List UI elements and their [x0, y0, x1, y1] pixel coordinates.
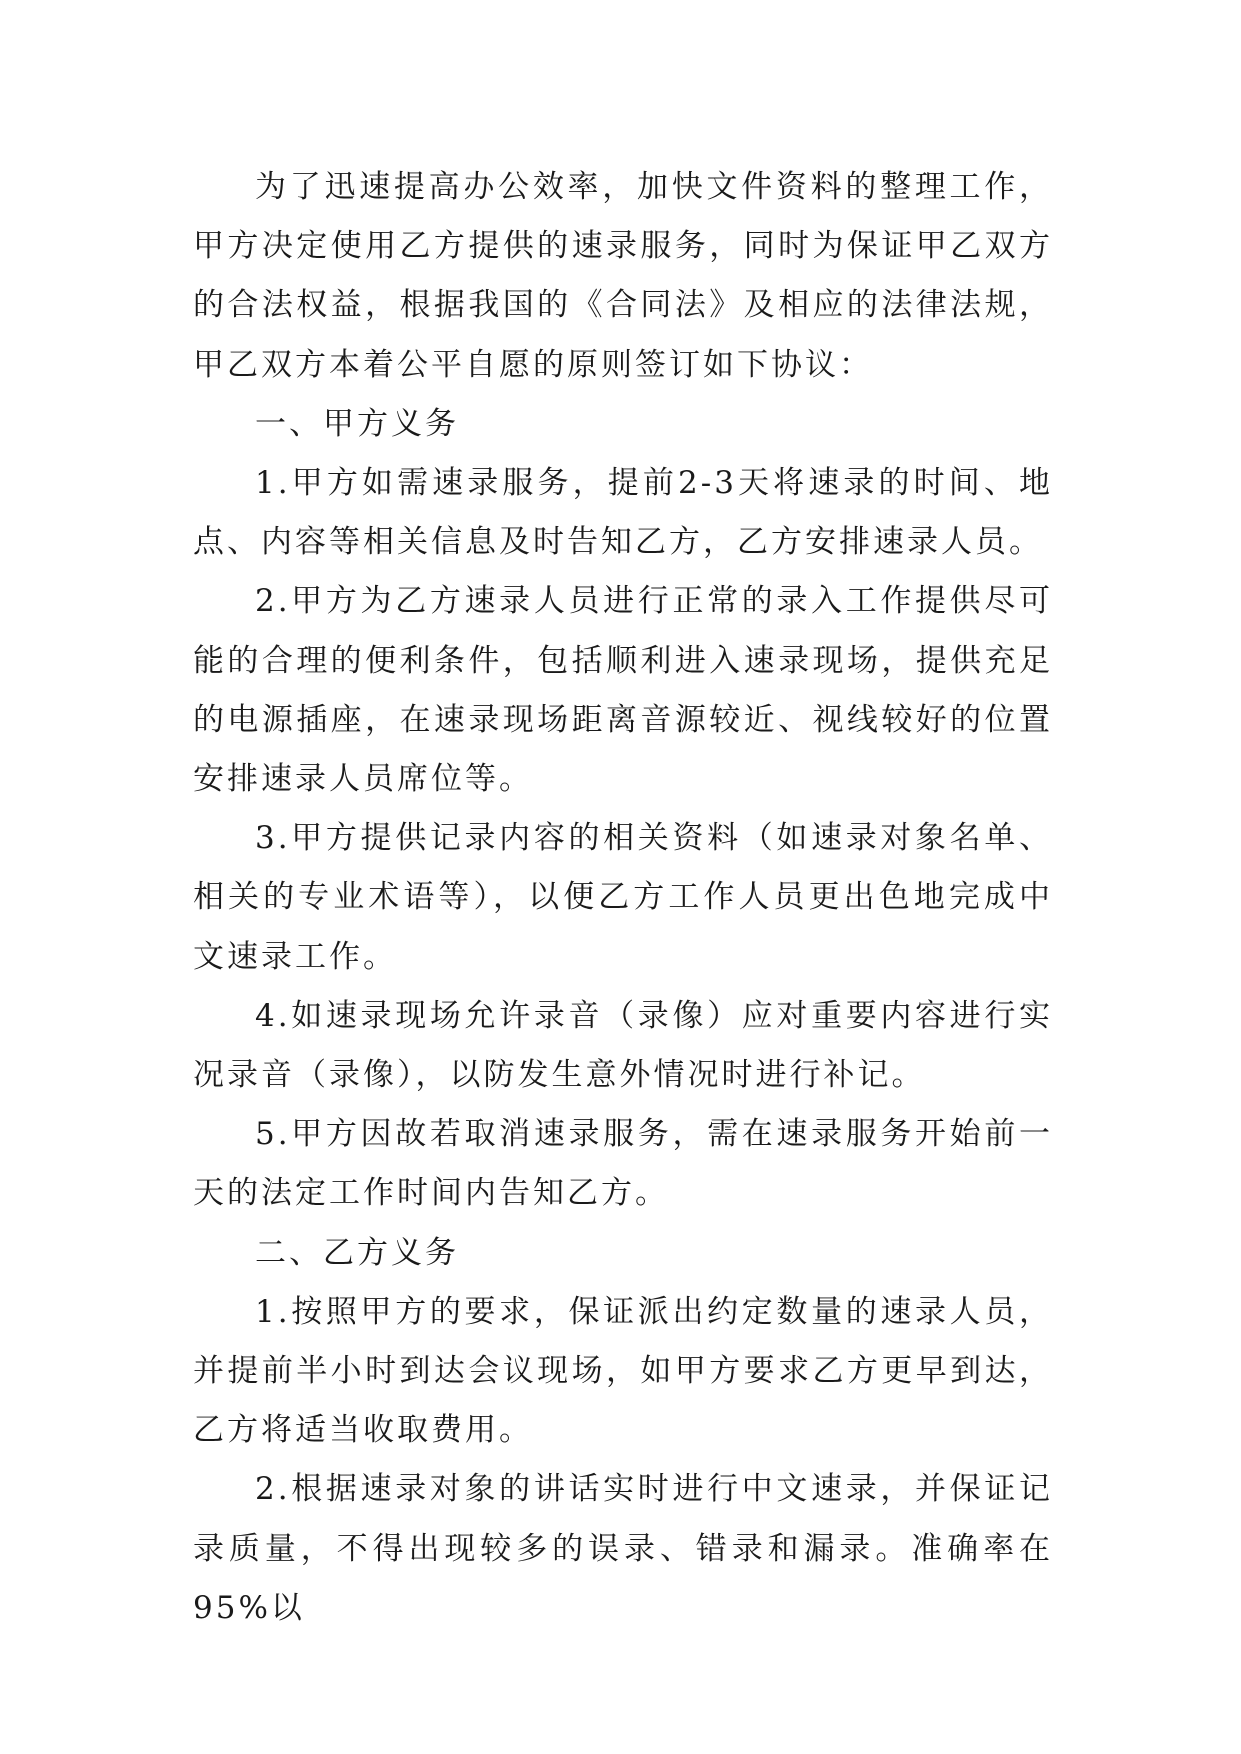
- paragraph-a-item-1: 1.甲方如需速录服务，提前2-3天将速录的时间、地点、内容等相关信息及时告知乙方，乙方安排速录人员。: [193, 465, 1053, 561]
- paragraph-a-item-5: 5.甲方因故若取消速录服务，需在速录服务开始前一天的法定工作时间内告知乙方。: [193, 1116, 1053, 1212]
- paragraph-b-item-2: 2.根据速录对象的讲话实时进行中文速录，并保证记录质量，不得出现较多的误录、错录和漏录。准确率在95%以: [193, 1471, 1053, 1626]
- paragraph-intro: 为了迅速提高办公效率，加快文件资料的整理工作，甲方决定使用乙方提供的速录服务，同时为保证甲乙双方的合法权益，根据我国的《合同法》及相应的法律法规，甲乙双方本着公平自愿的原则签订如下协议：: [193, 169, 1053, 383]
- paragraph-b-item-1: 1.按照甲方的要求，保证派出约定数量的速录人员，并提前半小时到达会议现场，如甲方要求乙方更早到达，乙方将适当收取费用。: [193, 1293, 1053, 1449]
- paragraph-a-item-4: 4.如速录现场允许录音（录像）应对重要内容进行实况录音（录像），以防发生意外情况时进行补记。: [193, 997, 1053, 1094]
- paragraph-a-item-3: 3.甲方提供记录内容的相关资料（如速录对象名单、相关的专业术语等），以便乙方工作人员更出色地完成中文速录工作。: [193, 820, 1053, 975]
- document-body: [193, 158, 1053, 1638]
- section-heading-party-a-obligations: 一、甲方义务: [255, 405, 459, 442]
- paragraph-a-item-2: 2.甲方为乙方速录人员进行正常的录入工作提供尽可能的合理的便利条件，包括顺利进入速录现场，提供充足的电源插座，在速录现场距离音源较近、视线较好的位置安排速录人员席位等。: [193, 583, 1053, 798]
- section-heading-party-b-obligations: 二、乙方义务: [255, 1234, 459, 1271]
